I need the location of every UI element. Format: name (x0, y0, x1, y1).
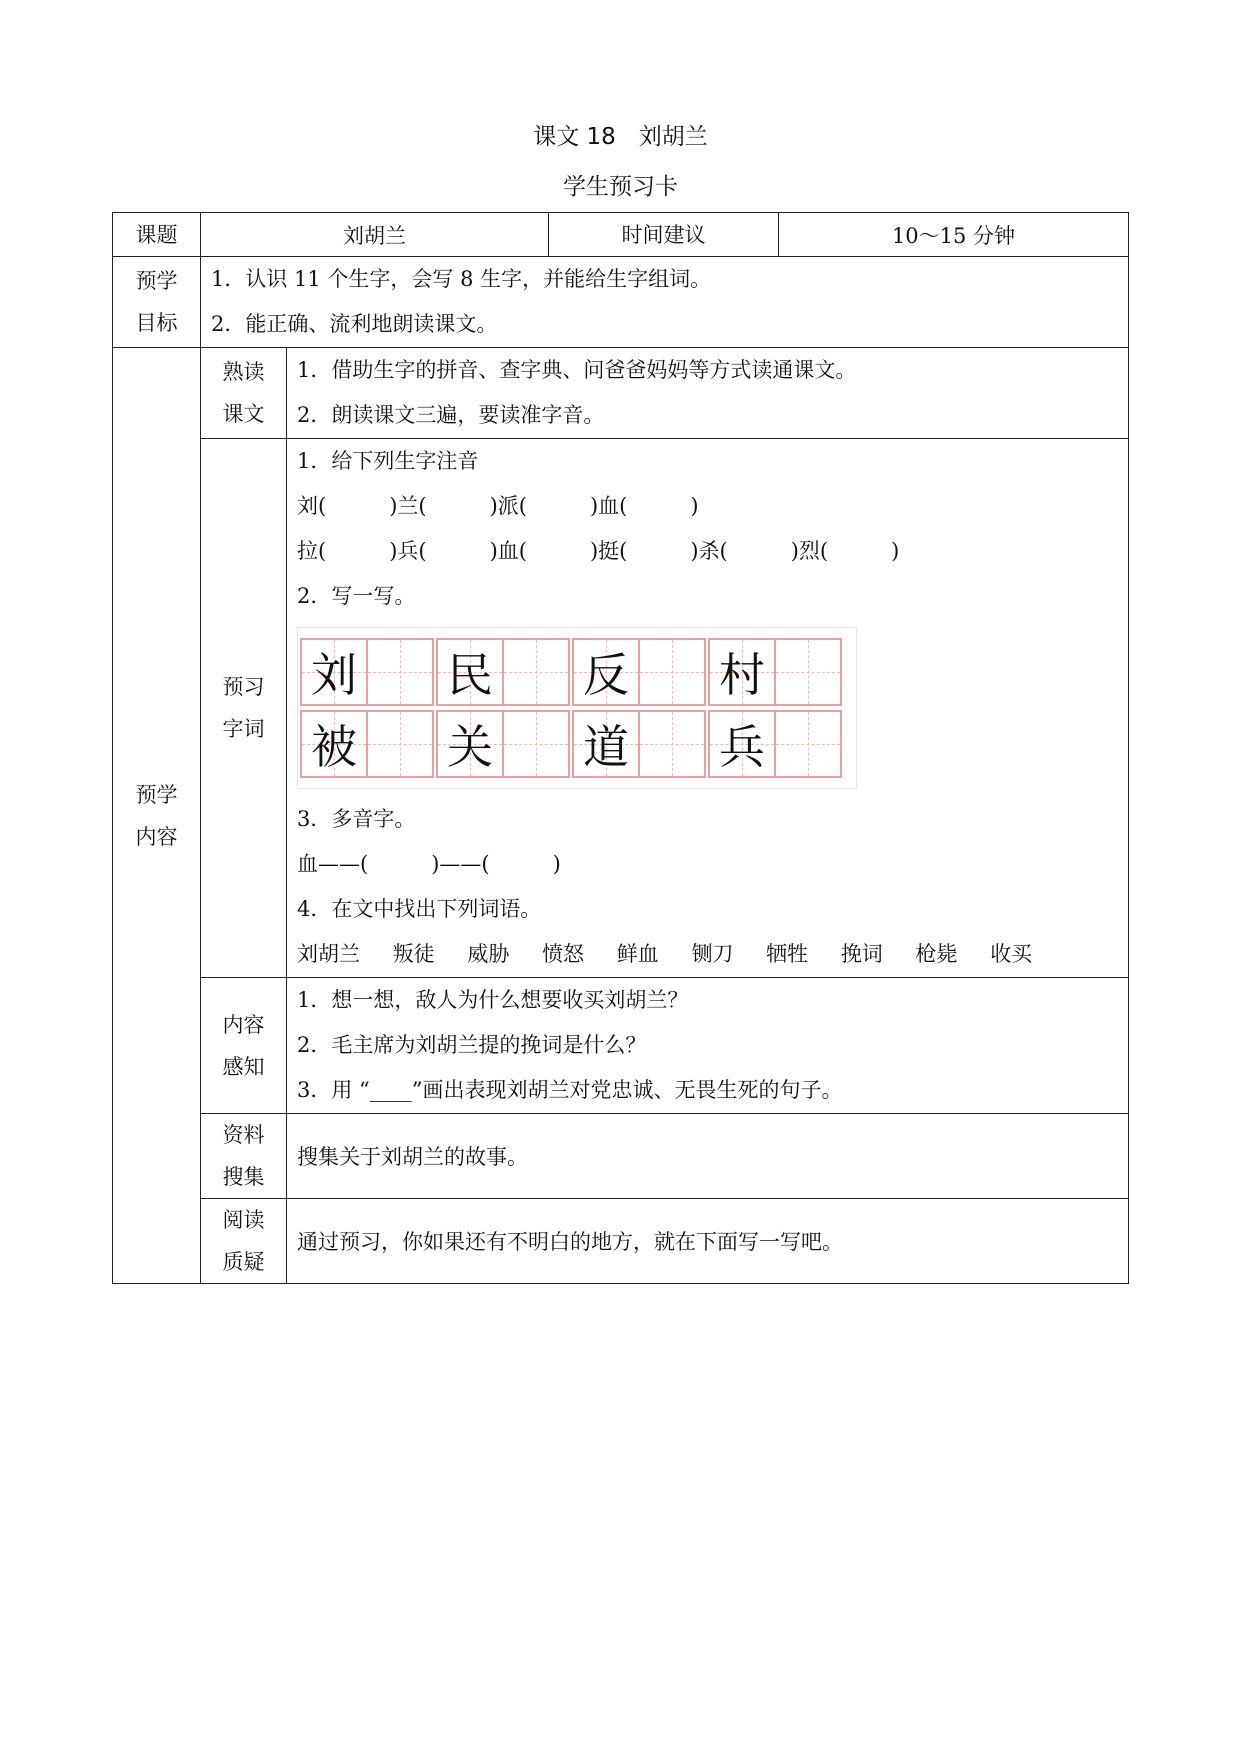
goals-label: 预学 目标 (113, 257, 201, 348)
topic-label: 课题 (113, 213, 201, 257)
content-label: 预学 内容 (113, 348, 201, 1284)
goal-item: 2．能正确、流利地朗读课文。 (211, 312, 498, 336)
pinyin-question: 1．给下列生字注音 (297, 449, 479, 473)
pinyin-row-1: 刘( )兰( )派( )血( ) (297, 494, 699, 518)
reading-item: 2．朗读课文三遍，要读准字音。 (297, 403, 605, 427)
question-content: 通过预习，你如果还有不明白的地方，就在下面写一写吧。 (287, 1199, 1129, 1284)
word-item: 愤怒 (542, 942, 585, 966)
reading-row (113, 348, 1129, 439)
time-label: 时间建议 (549, 213, 779, 257)
polyphone-item: 血——( )——( ) (297, 852, 561, 876)
writing-grid-row-2 (300, 710, 856, 778)
grid-char: 兵 (719, 720, 765, 774)
find-words-question: 4．在文中找出下列词语。 (297, 897, 542, 921)
perception-row (113, 978, 1129, 1114)
reading-label: 熟读 课文 (201, 348, 287, 439)
grid-char: 关 (447, 720, 493, 774)
perception-item: 3．用 “____”画出表现刘胡兰对党忠诚、无畏生死的句子。 (297, 1078, 843, 1102)
words-row (113, 439, 1129, 978)
grid-char: 刘 (311, 648, 357, 702)
time-value: 10～15 分钟 (779, 213, 1129, 257)
word-item: 牺牲 (766, 942, 809, 966)
perception-label: 内容 感知 (201, 978, 287, 1114)
writing-grid (297, 627, 857, 789)
topic-value: 刘胡兰 (201, 213, 549, 257)
perception-item: 1．想一想，敌人为什么想要收买刘胡兰？ (297, 988, 689, 1012)
grid-char: 村 (719, 648, 765, 702)
word-item: 威胁 (467, 942, 510, 966)
grid-char: 民 (447, 648, 493, 702)
lesson-title: 课文 18 刘胡兰 (533, 124, 708, 150)
grid-char: 道 (583, 720, 629, 774)
word-item: 鲜血 (616, 942, 659, 966)
reading-item: 1．借助生字的拼音、查字典、问爸爸妈妈等方式读通课文。 (297, 358, 857, 382)
pinyin-row-2: 拉( )兵( )血( )挺( )杀( )烈( ) (297, 539, 900, 563)
header-row (113, 213, 1129, 257)
collect-row (113, 1114, 1129, 1199)
perception-item: 2．毛主席为刘胡兰提的挽词是什么？ (297, 1033, 647, 1057)
write-question: 2．写一写。 (297, 584, 416, 608)
card-subtitle: 学生预习卡 (563, 174, 678, 200)
grid-char: 反 (583, 648, 629, 702)
collect-content: 搜集关于刘胡兰的故事。 (287, 1114, 1129, 1199)
writing-grid-row-1 (300, 638, 856, 706)
preview-card-table (112, 212, 1129, 1284)
word-item: 叛徒 (392, 942, 435, 966)
word-item: 收买 (990, 942, 1033, 966)
goals-content (201, 257, 1129, 348)
goal-item: 1．认识 11 个生字，会写 8 生字，并能给生字组词。 (211, 267, 712, 291)
words-content (287, 439, 1129, 978)
word-item: 刘胡兰 (297, 942, 360, 966)
reading-content (287, 348, 1129, 439)
question-label: 阅读 质疑 (201, 1199, 287, 1284)
collect-label: 资料 搜集 (201, 1114, 287, 1199)
word-item: 枪毙 (915, 942, 958, 966)
grid-char: 被 (311, 720, 357, 774)
word-item: 铡刀 (691, 942, 734, 966)
goals-row (113, 257, 1129, 348)
polyphone-question: 3．多音字。 (297, 807, 416, 831)
words-label: 预习 字词 (201, 439, 287, 978)
word-item: 挽词 (840, 942, 883, 966)
perception-content (287, 978, 1129, 1114)
question-row (113, 1199, 1129, 1284)
word-list (297, 932, 1118, 977)
